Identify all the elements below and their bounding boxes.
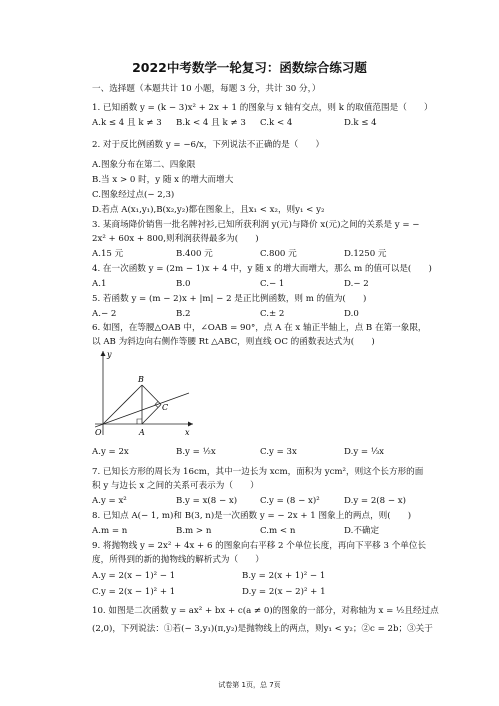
- q9-stem-line1: 9. 将抛物线 y = 2x² + 4x + 6 的图象向右平移 2 个单位长度，再向下平移 3 个单位长: [92, 541, 427, 551]
- q7-option-d[interactable]: D.y = 2(8 − x): [344, 496, 406, 506]
- y-axis-arrow: [101, 351, 106, 356]
- label-y: y: [107, 350, 112, 359]
- q7-option-c[interactable]: C.y = (8 − x)²: [260, 496, 320, 506]
- q1-option-c[interactable]: C.k < 4: [260, 118, 293, 128]
- q5-stem: 5. 若函数 y = (m − 2)x + |m| − 2 是正比例函数，则 m 的值为( ): [92, 294, 367, 304]
- q3-option-b[interactable]: B.400 元: [176, 249, 213, 259]
- q8-stem: 8. 已知点 A(− 1, m)和 B(3, n)是一次函数 y = − 2x + 1 图象上的两点，则( ): [92, 511, 412, 521]
- q3-option-c[interactable]: C.800 元: [260, 249, 297, 259]
- q3-option-d[interactable]: D.1250 元: [344, 249, 387, 259]
- q5-option-d[interactable]: D.0: [344, 309, 359, 319]
- q5-option-c[interactable]: C.± 2: [260, 309, 285, 319]
- label-b: B: [138, 375, 144, 384]
- segment-ac: [142, 405, 161, 425]
- q3-stem-line1: 3. 某商场降价销售一批名牌衬衫,已知所获利润 y(元)与降价 x(元)之间的关系是 y = −: [92, 220, 420, 230]
- q1-option-a[interactable]: A.k ≤ 4 且 k ≠ 3: [92, 118, 162, 128]
- q4-stem: 4. 在一次函数 y = (2m − 1)x + 4 中，y 随 x 的增大而增大，那么 m 的值可以是( ): [92, 264, 432, 274]
- q9-option-b[interactable]: B.y = 2(x + 1)² − 1: [242, 571, 326, 581]
- q2-option-a[interactable]: A.图象分布在第二、四象限: [92, 160, 196, 170]
- q6-option-b[interactable]: B.y = ½x: [176, 447, 216, 457]
- q10-stem-line1: 10. 如图是二次函数 y = ax² + bx + c(a ≠ 0)的图象的一部分，对称轴为 x = ½且经过点: [92, 606, 439, 616]
- section-heading: 一、选择题（本题共计 10 小题，每题 3 分，共计 30 分，）: [92, 84, 321, 94]
- q4-option-d[interactable]: D.− 2: [344, 279, 369, 289]
- q2-option-d[interactable]: D.若点 A(x₁,y₁),B(x₂,y₂)都在图象上，且x₁ < x₂，则y₁ < y₂: [92, 205, 325, 215]
- label-x: x: [185, 428, 190, 437]
- q3-option-a[interactable]: A.15 元: [92, 249, 124, 259]
- q6-stem-line2: 以 AB 为斜边向右侧作等腰 Rt △ABC，则直线 OC 的函数表达式为( ): [92, 337, 375, 347]
- q4-option-b[interactable]: B.0: [176, 279, 191, 289]
- label-c: C: [162, 403, 169, 412]
- label-o: O: [95, 428, 102, 437]
- q1-stem: 1. 已知函数 y = (k − 3)x² + 2x + 1 的图象与 x 轴有交点，则 k 的取值范围是（ ）: [92, 103, 433, 113]
- q8-option-a[interactable]: A.m = n: [92, 526, 128, 536]
- x-axis-arrow: [188, 422, 193, 427]
- segment-bc: [142, 385, 161, 405]
- q9-option-a[interactable]: A.y = 2(x − 1)² − 1: [92, 571, 176, 581]
- q8-option-d[interactable]: D.不确定: [344, 526, 380, 536]
- q8-option-b[interactable]: B.m > n: [176, 526, 212, 536]
- q9-option-c[interactable]: C.y = 2(x − 1)² + 1: [92, 587, 176, 597]
- q5-option-b[interactable]: B.2: [176, 309, 191, 319]
- q6-option-a[interactable]: A.y = 2x: [92, 447, 129, 457]
- segment-ob: [103, 385, 142, 424]
- q5-option-a[interactable]: A.− 2: [92, 309, 117, 319]
- q6-option-c[interactable]: C.y = 3x: [260, 447, 297, 457]
- q1-option-d[interactable]: D.k ≤ 4: [344, 118, 377, 128]
- q6-option-d[interactable]: D.y = ⅓x: [344, 447, 385, 457]
- q9-option-d[interactable]: D.y = 2(x − 2)² + 1: [242, 587, 326, 597]
- right-angle-mark-a: [137, 419, 142, 424]
- q6-stem-line1: 6. 如图，在等腰△OAB 中，∠OAB = 90°，点 A 在 x 轴正半轴上，点 B 在第一象限，: [92, 323, 427, 333]
- q8-option-c[interactable]: C.m < n: [260, 526, 296, 536]
- q10-stem-line2: (2,0)，下列说法：①若(− 3,y₁)(π,y₂)是抛物线上的两点，则y₁ < y₂；②c = 2b；③关于: [92, 624, 433, 634]
- q1-option-b[interactable]: B.k < 4 且 k ≠ 3: [176, 118, 246, 128]
- label-a: A: [139, 428, 145, 437]
- q4-option-c[interactable]: C.− 1: [260, 279, 285, 289]
- q7-stem-line1: 7. 已知长方形的周长为 16cm，其中一边长为 xcm，面积为 ycm²，则这个长方形的面: [92, 467, 424, 477]
- q4-option-a[interactable]: A.1: [92, 279, 107, 289]
- q7-option-b[interactable]: B.y = x(8 − x): [176, 496, 238, 506]
- q2-option-c[interactable]: C.图象经过点(− 2,3): [92, 190, 175, 200]
- q2-stem: 2. 对于反比例函数 y = −6/x，下列说法不正确的是（ ）: [92, 140, 325, 150]
- page-title: 2022中考数学一轮复习：函数综合练习题: [132, 60, 367, 75]
- page-footer: 试卷第 1页，总 7页: [218, 681, 281, 689]
- q6-figure: [95, 345, 195, 437]
- q7-stem-line2: 积 y 与边长 x 之间的关系可表示为（ ）: [92, 481, 259, 491]
- q2-option-b[interactable]: B.当 x > 0 时，y 随 x 的增大而增大: [92, 175, 234, 185]
- q3-stem-line2: 2x² + 60x + 800,则利润获得最多为( ): [92, 234, 259, 244]
- q9-stem-line2: 度，所得到的新的抛物线的解析式为（ ）: [92, 555, 264, 565]
- q7-option-a[interactable]: A.y = x²: [92, 496, 127, 506]
